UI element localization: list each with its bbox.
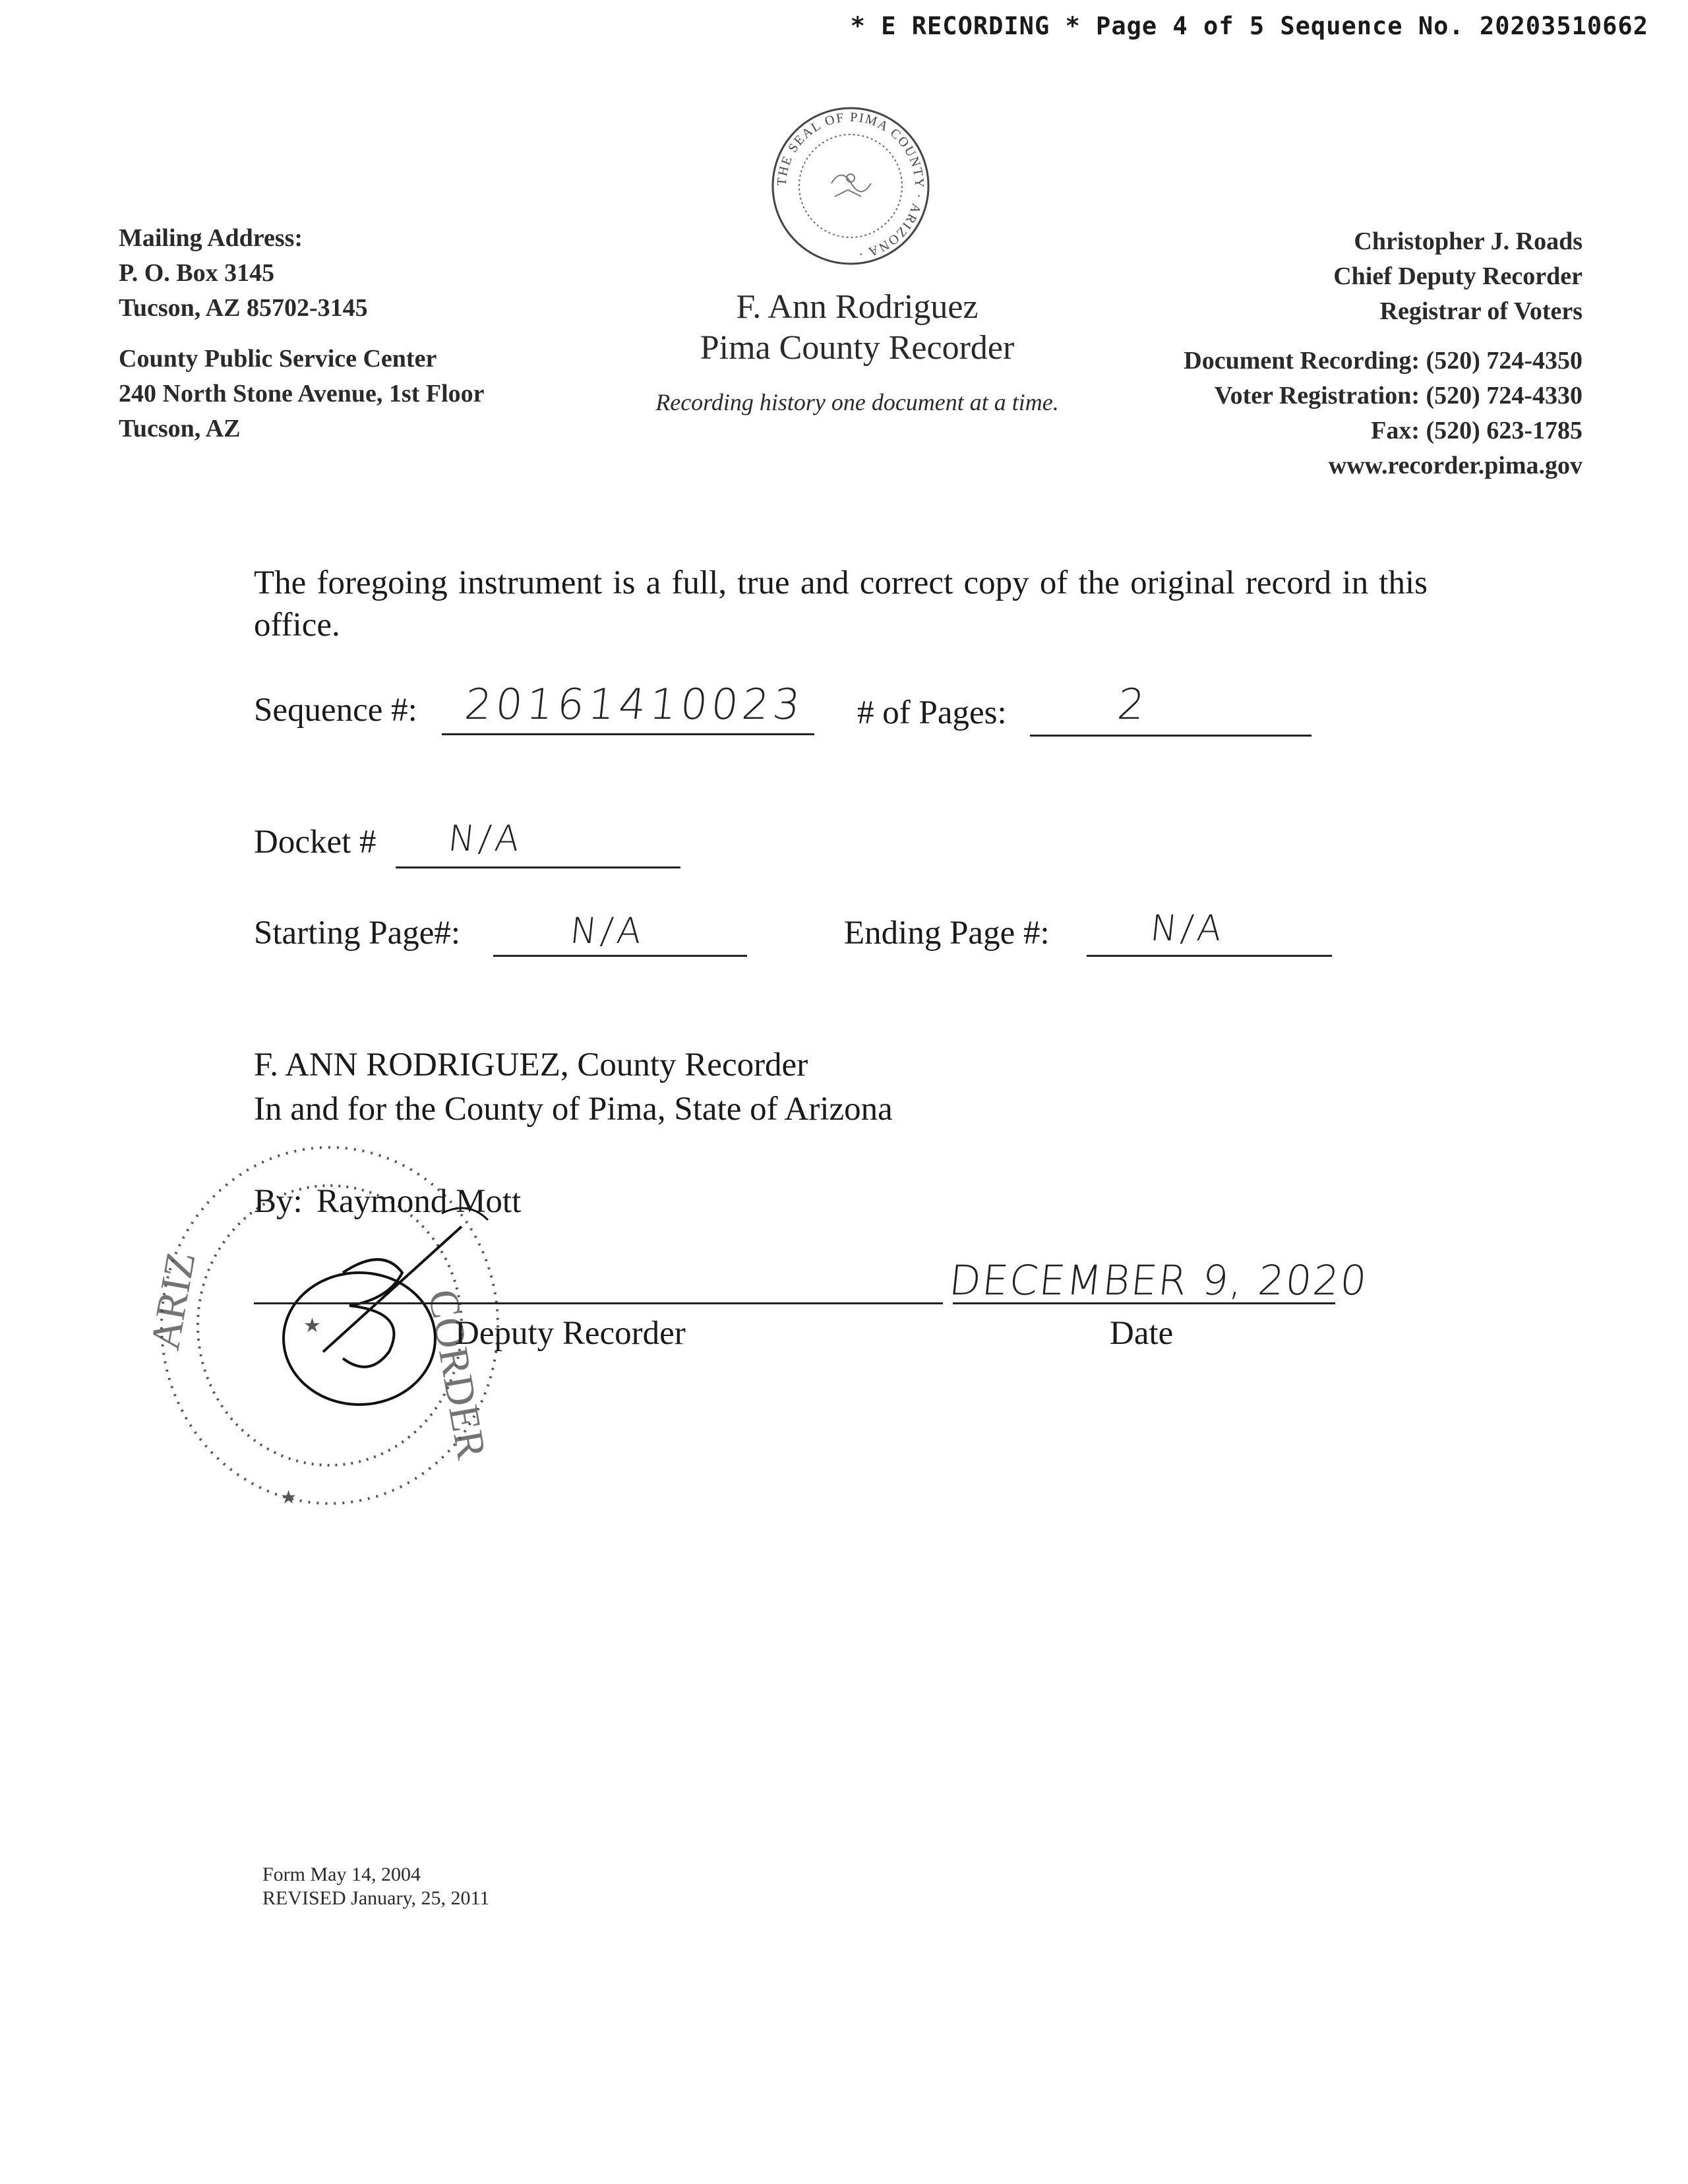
office-address-block <box>119 221 485 446</box>
by-name: Raymond Mott <box>316 1183 522 1220</box>
service-center-street: 240 North Stone Avenue, 1st Floor <box>119 380 485 408</box>
svg-text:★: ★ <box>280 1488 297 1508</box>
date-underline <box>953 1302 1335 1304</box>
recording-header: * E RECORDING * Page 4 of 5 Sequence No. 20203510662 <box>850 12 1648 40</box>
svg-text:★: ★ <box>303 1315 321 1337</box>
ending-page-label: Ending Page #: <box>844 915 1050 952</box>
recorder-signature-line: F. ANN RODRIGUEZ, County Recorder <box>254 1046 808 1083</box>
recorder-heading <box>580 287 1134 416</box>
recorder-title: Pima County Recorder <box>700 329 1015 367</box>
deputy-contact-block <box>1184 224 1582 483</box>
mailing-address-label: Mailing Address: <box>119 224 303 252</box>
svg-text:ARIZ: ARIZ <box>140 1248 204 1354</box>
sequence-value: 20161410023 <box>462 681 806 729</box>
certification-statement: The foregoing instrument is a full, true and correct copy of the original record in this office. <box>254 564 1428 644</box>
deputy-recorder-label: Deputy Recorder <box>455 1315 686 1352</box>
starting-page-value: N/A <box>568 910 648 952</box>
deputy-title: Chief Deputy Recorder <box>1333 262 1582 290</box>
sequence-underline <box>442 733 814 735</box>
recorder-name: F. Ann Rodriguez <box>736 288 979 326</box>
pima-county-seal-icon <box>769 104 932 268</box>
starting-page-label: Starting Page#: <box>254 915 461 952</box>
recorder-motto: Recording history one document at a time. <box>655 389 1059 415</box>
deputy-role: Registrar of Voters <box>1379 297 1582 325</box>
mailing-address-line1: P. O. Box 3145 <box>119 259 275 287</box>
form-date: Form May 14, 2004 <box>262 1864 421 1885</box>
signature-underline <box>254 1302 943 1304</box>
service-center-name: County Public Service Center <box>119 345 437 373</box>
svg-text:CORDER: CORDER <box>419 1286 496 1463</box>
pages-label: # of Pages: <box>857 694 1007 731</box>
ending-page-underline <box>1087 955 1332 957</box>
docket-label: Docket # <box>254 824 377 861</box>
pages-value: 2 <box>1115 681 1151 729</box>
svg-text:THE SEAL OF PIMA COUNTY · ARIZ: THE SEAL OF PIMA COUNTY · ARIZONA · <box>774 109 927 262</box>
form-footer <box>262 1863 489 1910</box>
pages-underline <box>1030 735 1311 737</box>
voter-registration-phone: Voter Registration: (520) 724-4330 <box>1214 382 1582 410</box>
starting-page-underline <box>493 955 747 957</box>
docket-underline <box>396 866 680 868</box>
deputy-name: Christopher J. Roads <box>1354 228 1582 255</box>
form-revised: REVISED January, 25, 2011 <box>262 1887 490 1909</box>
website-link[interactable]: www.recorder.pima.gov <box>1328 452 1582 479</box>
service-center-city: Tucson, AZ <box>119 415 241 442</box>
document-recording-phone: Document Recording: (520) 724-4350 <box>1184 347 1582 375</box>
deputy-signature-icon <box>244 1187 534 1424</box>
fax-number: Fax: (520) 623-1785 <box>1371 417 1582 444</box>
by-label: By: <box>254 1183 303 1220</box>
date-label: Date <box>1110 1315 1174 1352</box>
docket-value: N/A <box>446 818 526 859</box>
mailing-address-line2: Tucson, AZ 85702-3145 <box>119 294 368 322</box>
recorder-jurisdiction: In and for the County of Pima, State of Arizona <box>254 1091 893 1128</box>
date-value: DECEMBER 9, 2020 <box>947 1256 1370 1304</box>
sequence-label: Sequence #: <box>254 692 417 729</box>
ending-page-value: N/A <box>1148 907 1228 949</box>
